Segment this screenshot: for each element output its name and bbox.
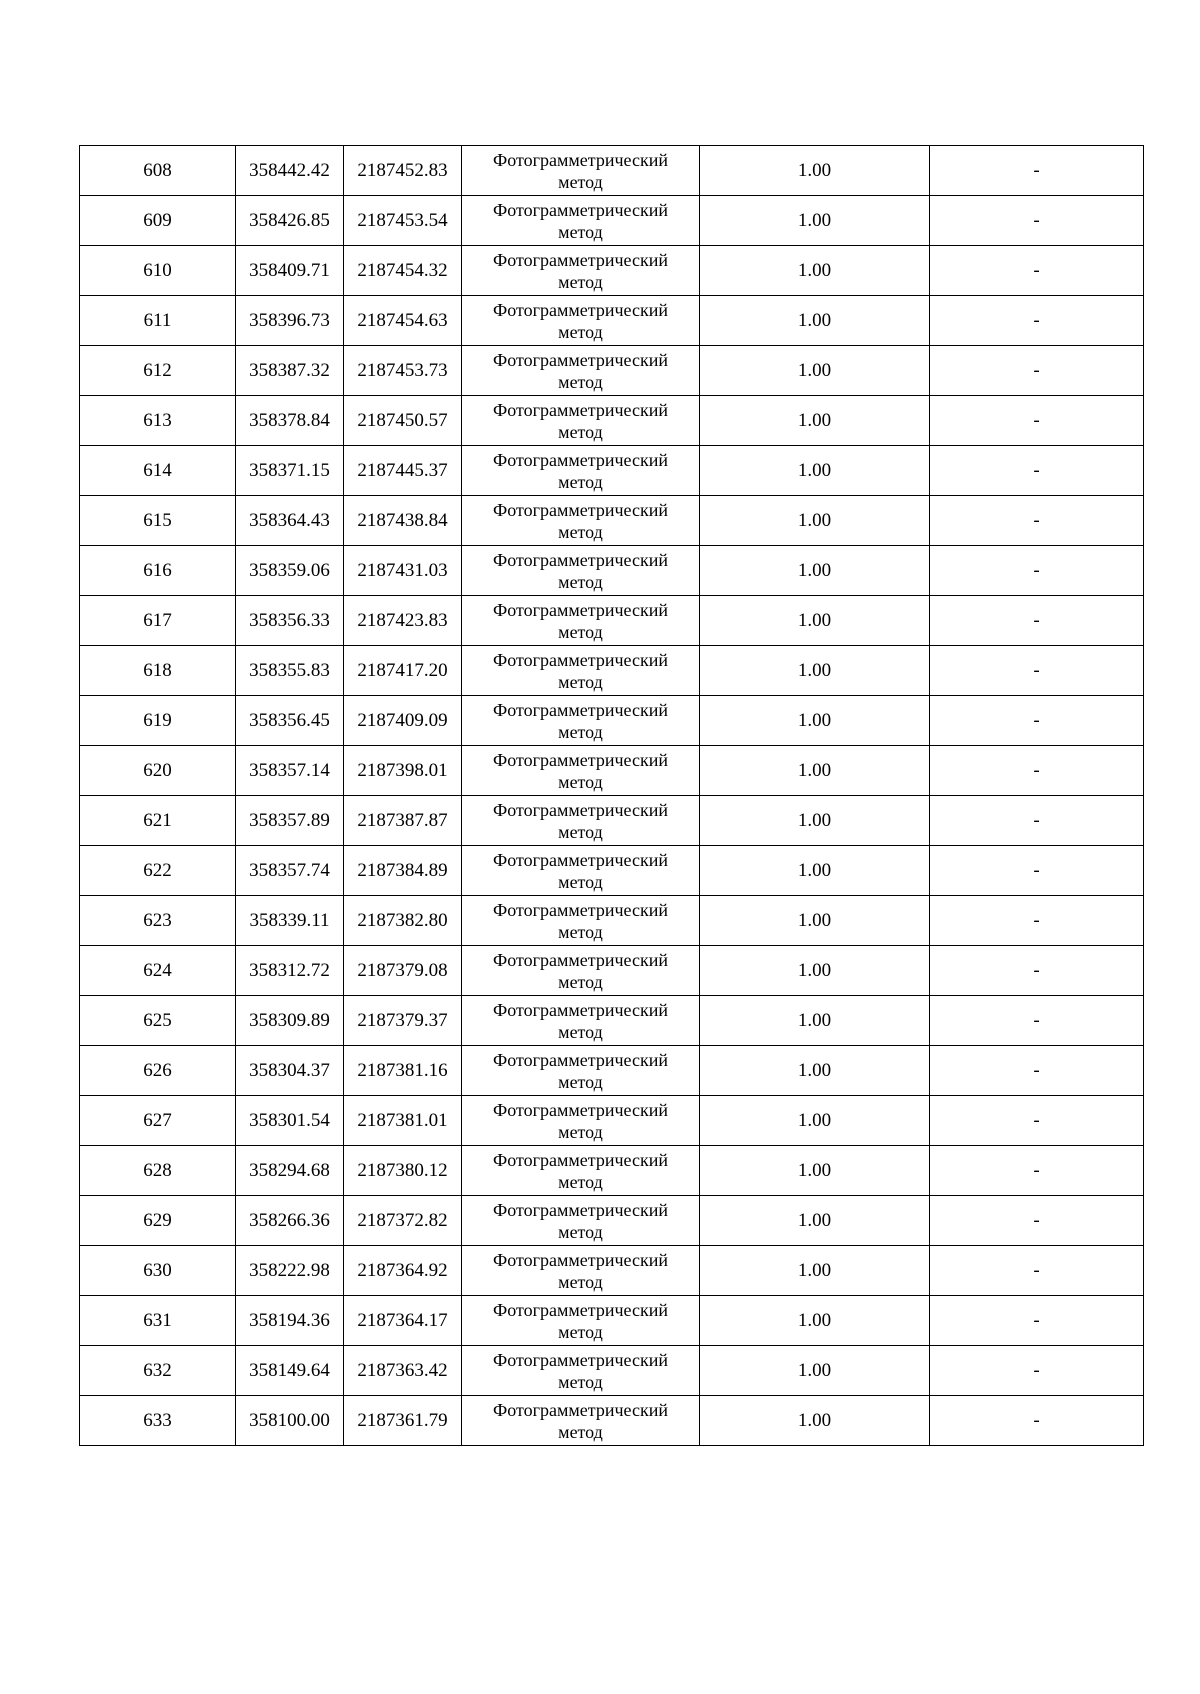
method-line-1: Фотограмметрический [493, 1199, 668, 1220]
accuracy-cell: 1.00 [700, 796, 930, 846]
method-line-2: метод [558, 571, 603, 592]
method-line-1: Фотограмметрический [493, 949, 668, 970]
table-row [80, 646, 1144, 696]
point-number-cell: 630 [80, 1246, 236, 1296]
x-coordinate-cell: 358359.06 [236, 546, 344, 596]
method-line-2: метод [558, 771, 603, 792]
method-line-2: метод [558, 1171, 603, 1192]
y-coordinate-cell: 2187379.08 [344, 946, 462, 996]
method-line-1: Фотограмметрический [493, 1099, 668, 1120]
method-cell [462, 846, 700, 896]
y-coordinate-cell: 2187384.89 [344, 846, 462, 896]
accuracy-cell: 1.00 [700, 346, 930, 396]
x-coordinate-cell: 358396.73 [236, 296, 344, 346]
y-coordinate-cell: 2187363.42 [344, 1346, 462, 1396]
method-line-1: Фотограмметрический [493, 899, 668, 920]
table-row [80, 1096, 1144, 1146]
method-cell [462, 496, 700, 546]
note-cell: - [930, 1246, 1144, 1296]
note-cell: - [930, 1346, 1144, 1396]
method-cell [462, 196, 700, 246]
point-number-cell: 621 [80, 796, 236, 846]
point-number-cell: 628 [80, 1146, 236, 1196]
method-line-1: Фотограмметрический [493, 1149, 668, 1170]
y-coordinate-cell: 2187381.16 [344, 1046, 462, 1096]
note-cell: - [930, 996, 1144, 1046]
x-coordinate-cell: 358301.54 [236, 1096, 344, 1146]
accuracy-cell: 1.00 [700, 246, 930, 296]
note-cell: - [930, 646, 1144, 696]
note-cell: - [930, 1096, 1144, 1146]
x-coordinate-cell: 358149.64 [236, 1346, 344, 1396]
point-number-cell: 619 [80, 696, 236, 746]
y-coordinate-cell: 2187450.57 [344, 396, 462, 446]
method-cell [462, 746, 700, 796]
note-cell: - [930, 1196, 1144, 1246]
y-coordinate-cell: 2187454.63 [344, 296, 462, 346]
note-cell: - [930, 396, 1144, 446]
coordinates-table [79, 145, 1144, 1446]
table-row [80, 846, 1144, 896]
method-line-2: метод [558, 421, 603, 442]
point-number-cell: 620 [80, 746, 236, 796]
method-line-2: метод [558, 171, 603, 192]
y-coordinate-cell: 2187438.84 [344, 496, 462, 546]
table-row [80, 146, 1144, 196]
note-cell: - [930, 546, 1144, 596]
method-cell [462, 346, 700, 396]
point-number-cell: 622 [80, 846, 236, 896]
point-number-cell: 613 [80, 396, 236, 446]
table-row [80, 996, 1144, 1046]
accuracy-cell: 1.00 [700, 896, 930, 946]
x-coordinate-cell: 358364.43 [236, 496, 344, 546]
note-cell: - [930, 1296, 1144, 1346]
method-cell [462, 596, 700, 646]
x-coordinate-cell: 358222.98 [236, 1246, 344, 1296]
accuracy-cell: 1.00 [700, 146, 930, 196]
y-coordinate-cell: 2187417.20 [344, 646, 462, 696]
method-cell [462, 1246, 700, 1296]
note-cell: - [930, 846, 1144, 896]
y-coordinate-cell: 2187382.80 [344, 896, 462, 946]
note-cell: - [930, 796, 1144, 846]
accuracy-cell: 1.00 [700, 646, 930, 696]
y-coordinate-cell: 2187387.87 [344, 796, 462, 846]
accuracy-cell: 1.00 [700, 296, 930, 346]
point-number-cell: 623 [80, 896, 236, 946]
table-row [80, 746, 1144, 796]
method-line-1: Фотограмметрический [493, 249, 668, 270]
x-coordinate-cell: 358356.45 [236, 696, 344, 746]
method-line-1: Фотограмметрический [493, 549, 668, 570]
method-line-1: Фотограмметрический [493, 999, 668, 1020]
x-coordinate-cell: 358266.36 [236, 1196, 344, 1246]
accuracy-cell: 1.00 [700, 1146, 930, 1196]
y-coordinate-cell: 2187372.82 [344, 1196, 462, 1246]
table-row [80, 946, 1144, 996]
accuracy-cell: 1.00 [700, 496, 930, 546]
y-coordinate-cell: 2187431.03 [344, 546, 462, 596]
method-line-2: метод [558, 271, 603, 292]
x-coordinate-cell: 358426.85 [236, 196, 344, 246]
method-line-2: метод [558, 621, 603, 642]
point-number-cell: 632 [80, 1346, 236, 1396]
method-line-1: Фотограмметрический [493, 199, 668, 220]
accuracy-cell: 1.00 [700, 946, 930, 996]
method-cell [462, 1346, 700, 1396]
method-cell [462, 1296, 700, 1346]
point-number-cell: 633 [80, 1396, 236, 1446]
y-coordinate-cell: 2187453.54 [344, 196, 462, 246]
method-cell [462, 1046, 700, 1096]
point-number-cell: 627 [80, 1096, 236, 1146]
table-row [80, 446, 1144, 496]
y-coordinate-cell: 2187454.32 [344, 246, 462, 296]
note-cell: - [930, 596, 1144, 646]
method-cell [462, 146, 700, 196]
x-coordinate-cell: 358357.89 [236, 796, 344, 846]
method-line-2: метод [558, 1321, 603, 1342]
method-line-1: Фотограмметрический [493, 349, 668, 370]
method-line-1: Фотограмметрический [493, 449, 668, 470]
accuracy-cell: 1.00 [700, 746, 930, 796]
method-line-2: метод [558, 221, 603, 242]
method-line-2: метод [558, 971, 603, 992]
y-coordinate-cell: 2187398.01 [344, 746, 462, 796]
method-line-1: Фотограмметрический [493, 149, 668, 170]
method-line-2: метод [558, 821, 603, 842]
point-number-cell: 614 [80, 446, 236, 496]
x-coordinate-cell: 358378.84 [236, 396, 344, 446]
method-line-2: метод [558, 321, 603, 342]
x-coordinate-cell: 358442.42 [236, 146, 344, 196]
table-row [80, 196, 1144, 246]
table-row [80, 1396, 1144, 1446]
note-cell: - [930, 446, 1144, 496]
method-line-1: Фотограмметрический [493, 799, 668, 820]
method-line-1: Фотограмметрический [493, 399, 668, 420]
table-row [80, 596, 1144, 646]
method-line-1: Фотограмметрический [493, 699, 668, 720]
method-line-1: Фотограмметрический [493, 749, 668, 770]
method-line-2: метод [558, 1121, 603, 1142]
method-cell [462, 996, 700, 1046]
method-line-2: метод [558, 921, 603, 942]
table-row [80, 496, 1144, 546]
note-cell: - [930, 196, 1144, 246]
accuracy-cell: 1.00 [700, 446, 930, 496]
table-row [80, 546, 1144, 596]
accuracy-cell: 1.00 [700, 1296, 930, 1346]
point-number-cell: 616 [80, 546, 236, 596]
x-coordinate-cell: 358194.36 [236, 1296, 344, 1346]
method-line-2: метод [558, 721, 603, 742]
note-cell: - [930, 346, 1144, 396]
method-line-1: Фотограмметрический [493, 1399, 668, 1420]
method-line-2: метод [558, 521, 603, 542]
table-row [80, 1196, 1144, 1246]
method-line-1: Фотограмметрический [493, 1249, 668, 1270]
y-coordinate-cell: 2187381.01 [344, 1096, 462, 1146]
method-line-1: Фотограмметрический [493, 649, 668, 670]
accuracy-cell: 1.00 [700, 1046, 930, 1096]
accuracy-cell: 1.00 [700, 1246, 930, 1296]
accuracy-cell: 1.00 [700, 1346, 930, 1396]
method-cell [462, 296, 700, 346]
method-line-1: Фотограмметрический [493, 849, 668, 870]
y-coordinate-cell: 2187423.83 [344, 596, 462, 646]
note-cell: - [930, 1146, 1144, 1196]
point-number-cell: 625 [80, 996, 236, 1046]
x-coordinate-cell: 358339.11 [236, 896, 344, 946]
method-line-2: метод [558, 1371, 603, 1392]
method-line-1: Фотограмметрический [493, 499, 668, 520]
note-cell: - [930, 1046, 1144, 1096]
note-cell: - [930, 246, 1144, 296]
point-number-cell: 618 [80, 646, 236, 696]
x-coordinate-cell: 358100.00 [236, 1396, 344, 1446]
method-line-2: метод [558, 1021, 603, 1042]
point-number-cell: 624 [80, 946, 236, 996]
note-cell: - [930, 696, 1144, 746]
point-number-cell: 631 [80, 1296, 236, 1346]
method-line-2: метод [558, 871, 603, 892]
y-coordinate-cell: 2187364.92 [344, 1246, 462, 1296]
method-line-2: метод [558, 471, 603, 492]
table-row [80, 296, 1144, 346]
accuracy-cell: 1.00 [700, 696, 930, 746]
method-cell [462, 696, 700, 746]
method-cell [462, 246, 700, 296]
y-coordinate-cell: 2187361.79 [344, 1396, 462, 1446]
y-coordinate-cell: 2187409.09 [344, 696, 462, 746]
y-coordinate-cell: 2187453.73 [344, 346, 462, 396]
accuracy-cell: 1.00 [700, 996, 930, 1046]
method-cell [462, 1096, 700, 1146]
method-cell [462, 1396, 700, 1446]
table-row [80, 346, 1144, 396]
note-cell: - [930, 746, 1144, 796]
note-cell: - [930, 296, 1144, 346]
accuracy-cell: 1.00 [700, 546, 930, 596]
table-row [80, 696, 1144, 746]
method-cell [462, 546, 700, 596]
accuracy-cell: 1.00 [700, 396, 930, 446]
point-number-cell: 611 [80, 296, 236, 346]
x-coordinate-cell: 358387.32 [236, 346, 344, 396]
table-row [80, 396, 1144, 446]
method-cell [462, 946, 700, 996]
note-cell: - [930, 946, 1144, 996]
accuracy-cell: 1.00 [700, 1196, 930, 1246]
point-number-cell: 609 [80, 196, 236, 246]
y-coordinate-cell: 2187364.17 [344, 1296, 462, 1346]
x-coordinate-cell: 358357.74 [236, 846, 344, 896]
accuracy-cell: 1.00 [700, 596, 930, 646]
y-coordinate-cell: 2187380.12 [344, 1146, 462, 1196]
note-cell: - [930, 496, 1144, 546]
note-cell: - [930, 146, 1144, 196]
accuracy-cell: 1.00 [700, 1396, 930, 1446]
method-line-2: метод [558, 1421, 603, 1442]
point-number-cell: 629 [80, 1196, 236, 1246]
y-coordinate-cell: 2187452.83 [344, 146, 462, 196]
table-row [80, 246, 1144, 296]
method-line-2: метод [558, 1071, 603, 1092]
point-number-cell: 615 [80, 496, 236, 546]
x-coordinate-cell: 358409.71 [236, 246, 344, 296]
x-coordinate-cell: 358355.83 [236, 646, 344, 696]
point-number-cell: 608 [80, 146, 236, 196]
x-coordinate-cell: 358304.37 [236, 1046, 344, 1096]
method-cell [462, 396, 700, 446]
point-number-cell: 626 [80, 1046, 236, 1096]
method-line-1: Фотограмметрический [493, 1349, 668, 1370]
point-number-cell: 610 [80, 246, 236, 296]
x-coordinate-cell: 358356.33 [236, 596, 344, 646]
x-coordinate-cell: 358312.72 [236, 946, 344, 996]
y-coordinate-cell: 2187379.37 [344, 996, 462, 1046]
method-line-2: метод [558, 671, 603, 692]
method-line-1: Фотограмметрический [493, 599, 668, 620]
y-coordinate-cell: 2187445.37 [344, 446, 462, 496]
note-cell: - [930, 896, 1144, 946]
method-line-2: метод [558, 1221, 603, 1242]
method-line-1: Фотограмметрический [493, 1299, 668, 1320]
x-coordinate-cell: 358371.15 [236, 446, 344, 496]
coordinates-table-body [80, 146, 1144, 1446]
point-number-cell: 612 [80, 346, 236, 396]
method-cell [462, 1146, 700, 1196]
method-cell [462, 796, 700, 846]
method-line-2: метод [558, 371, 603, 392]
table-row [80, 796, 1144, 846]
point-number-cell: 617 [80, 596, 236, 646]
accuracy-cell: 1.00 [700, 1096, 930, 1146]
method-cell [462, 446, 700, 496]
method-cell [462, 896, 700, 946]
x-coordinate-cell: 358309.89 [236, 996, 344, 1046]
table-row [80, 1046, 1144, 1096]
method-line-1: Фотограмметрический [493, 299, 668, 320]
table-row [80, 1146, 1144, 1196]
method-cell [462, 1196, 700, 1246]
x-coordinate-cell: 358357.14 [236, 746, 344, 796]
accuracy-cell: 1.00 [700, 846, 930, 896]
table-row [80, 1246, 1144, 1296]
table-row [80, 896, 1144, 946]
note-cell: - [930, 1396, 1144, 1446]
x-coordinate-cell: 358294.68 [236, 1146, 344, 1196]
method-line-1: Фотограмметрический [493, 1049, 668, 1070]
accuracy-cell: 1.00 [700, 196, 930, 246]
table-row [80, 1296, 1144, 1346]
method-cell [462, 646, 700, 696]
method-line-2: метод [558, 1271, 603, 1292]
table-row [80, 1346, 1144, 1396]
